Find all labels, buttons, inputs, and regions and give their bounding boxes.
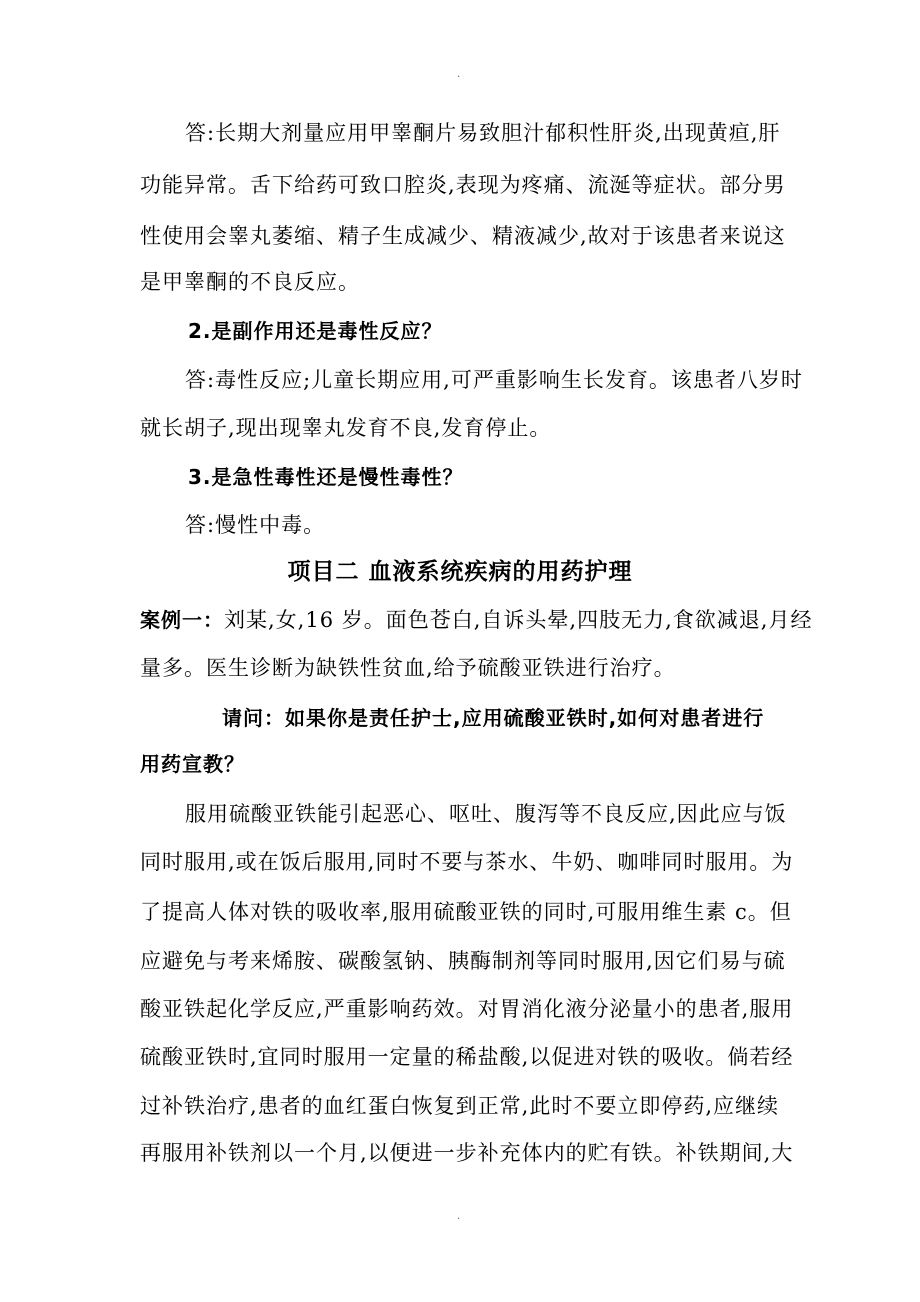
paragraph-line: 再服用补铁剂以一个月,以便进一步补充体内的贮有铁。补铁期间,大 [140,1141,794,1165]
question-heading: 2.是副作用还是毒性反应？ [188,319,443,343]
paragraph-line: 了提高人体对铁的吸收率,服用硫酸亚铁的同时,可服用维生素 c。但 [140,900,792,924]
case-line [140,606,812,634]
paragraph-line: 量多。医生诊断为缺铁性贫血,给予硫酸亚铁进行治疗。 [140,656,676,680]
paragraph-line: 酸亚铁起化学反应,严重影响药效。对胃消化液分泌量小的患者,服用 [140,997,794,1021]
paragraph-line: 功能异常。舌下给药可致口腔炎,表现为疼痛、流涎等症状。部分男 [140,173,786,197]
section-title: 项目二 血液系统疾病的用药护理 [287,559,633,585]
paragraph-line: 性使用会睾丸萎缩、精子生成减少、精液减少,故对于该患者来说这 [140,224,786,248]
question-heading: 用药宣教？ [140,752,245,776]
paragraph-line: 同时服用,或在饭后服用,同时不要与茶水、牛奶、咖啡同时服用。为 [140,850,794,874]
page-header-dot: . [457,69,461,80]
question-heading: 3.是急性毒性还是慢性毒性？ [188,465,464,489]
paragraph-line: 答:长期大剂量应用甲睾酮片易致胆汁郁积性肝炎,出现黄疸,肝 [185,121,781,145]
paragraph-line: 答:慢性中毒。 [185,513,326,537]
paragraph-line: 就长胡子,现出现睾丸发育不良,发育停止。 [140,416,552,440]
paragraph-line: 硫酸亚铁时,宜同时服用一定量的稀盐酸,以促进对铁的吸收。倘若经 [140,1045,794,1069]
paragraph-line: 是甲睾酮的不良反应。 [140,270,360,294]
case-text: 刘某,女,16 岁。面色苍白,自诉头晕,四肢无力,食欲减退,月经 [224,608,813,632]
page-footer-dot: . [457,1211,461,1222]
paragraph-line: 过补铁治疗,患者的血红蛋白恢复到正常,此时不要立即停药,应继续 [140,1094,780,1118]
paragraph-line: 服用硫酸亚铁能引起恶心、呕吐、腹泻等不良反应,因此应与饭 [185,802,787,826]
case-label: 案例一： [140,608,224,632]
paragraph-line: 答:毒性反应;儿童长期应用,可严重影响生长发育。该患者八岁时 [185,368,803,392]
paragraph-line: 应避免与考来烯胺、碳酸氢钠、胰酶制剂等同时服用,因它们易与硫 [140,949,786,973]
question-heading: 请问：如果你是责任护士,应用硫酸亚铁时,如何对患者进行 [222,706,765,730]
